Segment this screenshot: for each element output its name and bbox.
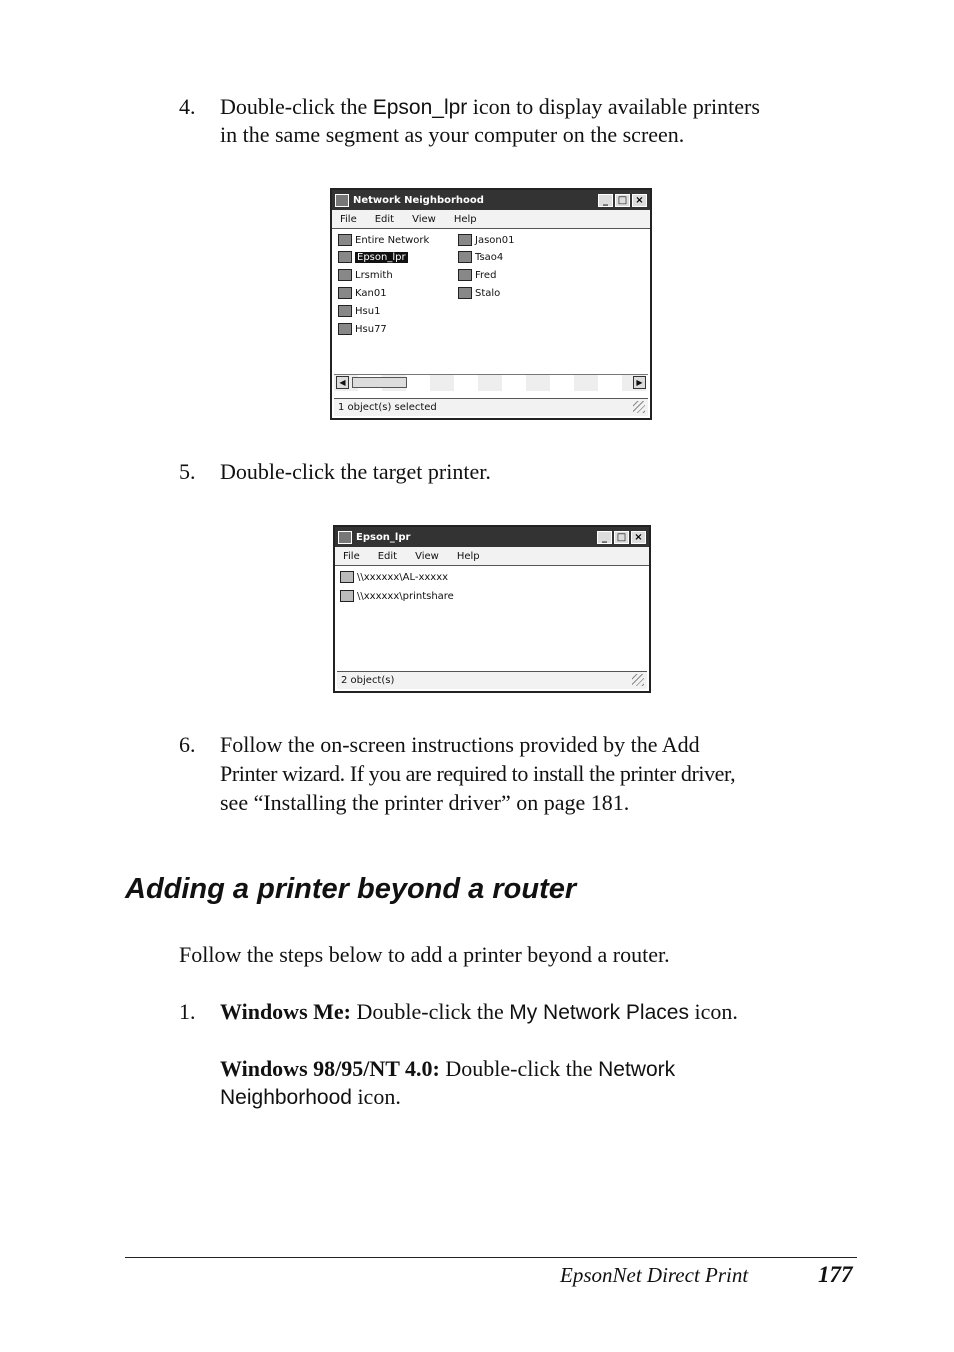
step-6-line2: Printer wizard. If you are required to install the printer driver, xyxy=(220,761,736,786)
list-item[interactable] xyxy=(458,285,500,301)
menu-help[interactable]: Help xyxy=(453,213,477,225)
network-neighborhood-window xyxy=(330,188,652,420)
menu-view[interactable]: View xyxy=(412,213,436,225)
list-item[interactable] xyxy=(458,267,496,283)
computer-icon xyxy=(458,234,472,246)
intro-text: Follow the steps below to add a printer beyond a router. xyxy=(179,942,670,967)
computer-icon xyxy=(338,323,352,335)
step-6-line3: see “Installing the printer driver” on page 181. xyxy=(220,790,630,815)
step-4-text-line2: in the same segment as your computer on the screen. xyxy=(220,122,685,147)
minimize-button[interactable]: _ xyxy=(598,194,613,207)
window-content xyxy=(332,229,650,379)
item-label: Stalo xyxy=(475,287,501,299)
scroll-right-icon[interactable]: ▶ xyxy=(633,376,646,389)
step-1-windows-me xyxy=(220,997,738,1027)
window-title: Network Neighborhood xyxy=(353,194,484,206)
horizontal-scrollbar[interactable] xyxy=(334,374,648,391)
printer-item[interactable] xyxy=(340,569,448,585)
maximize-button[interactable]: □ xyxy=(615,194,630,207)
menu-edit[interactable]: Edit xyxy=(377,550,398,562)
step-4-text-a: Double-click the xyxy=(220,94,373,119)
ui-name-my-network-places: My Network Places xyxy=(509,1001,689,1024)
computer-icon xyxy=(458,251,472,263)
list-item-selected[interactable] xyxy=(338,249,408,265)
list-item[interactable] xyxy=(338,285,387,301)
ui-name-network: Network xyxy=(598,1058,676,1081)
minimize-button[interactable]: _ xyxy=(597,531,612,544)
item-label: Tsao4 xyxy=(475,251,504,263)
epson-lpr-window xyxy=(333,525,651,693)
step-1-windows-98-line2 xyxy=(220,1082,401,1112)
status-bar xyxy=(337,671,647,689)
list-item[interactable] xyxy=(338,321,387,337)
item-label: \\xxxxxx\printshare xyxy=(357,590,454,602)
item-label: \\xxxxxx\AL-xxxxx xyxy=(357,571,449,583)
resize-grip-icon[interactable] xyxy=(633,401,645,413)
ui-name-neighborhood: Neighborhood xyxy=(220,1086,352,1109)
step-4-text-b: icon to display available printers xyxy=(467,94,760,119)
item-label: Jason01 xyxy=(475,234,515,246)
network-icon xyxy=(335,194,349,207)
computer-icon xyxy=(458,287,472,299)
item-label: Kan01 xyxy=(355,287,387,299)
list-item[interactable] xyxy=(458,232,514,248)
step-number: 1. xyxy=(179,999,196,1024)
computer-icon xyxy=(338,305,352,317)
status-text: 2 object(s) xyxy=(341,675,395,686)
printer-icon xyxy=(340,571,354,583)
menu-file[interactable]: File xyxy=(340,213,357,225)
menu-view[interactable]: View xyxy=(415,550,439,562)
step-number: 5. xyxy=(179,459,196,484)
status-bar xyxy=(334,398,648,416)
os-label: Windows Me: xyxy=(220,999,351,1024)
step-5-text: Double-click the target printer. xyxy=(220,459,491,484)
step-6-line1: Follow the on-screen instructions provided by the Add xyxy=(220,732,700,757)
status-text: 1 object(s) selected xyxy=(338,402,437,413)
step-text: Double-click the xyxy=(439,1056,599,1081)
menu-file[interactable]: File xyxy=(343,550,360,562)
network-icon xyxy=(338,234,352,246)
printer-item[interactable] xyxy=(340,588,454,604)
ui-name-epson-lpr: Epson_lpr xyxy=(372,96,468,119)
computer-icon xyxy=(338,251,352,263)
menu-bar xyxy=(335,547,649,566)
list-item[interactable] xyxy=(338,232,429,248)
printer-icon xyxy=(340,590,354,602)
step-4-text xyxy=(220,92,760,122)
list-item[interactable] xyxy=(458,249,503,265)
window-titlebar[interactable] xyxy=(335,527,649,547)
menu-bar xyxy=(332,210,650,229)
close-button[interactable]: × xyxy=(632,194,647,207)
item-label: Hsu1 xyxy=(355,305,381,317)
menu-help[interactable]: Help xyxy=(456,550,480,562)
step-text: Double-click the xyxy=(351,999,510,1024)
item-label: Lrsmith xyxy=(355,269,393,281)
section-heading: Adding a printer beyond a router xyxy=(125,873,577,905)
page-number: 177 xyxy=(818,1262,853,1287)
footer-rule xyxy=(125,1257,857,1258)
maximize-button[interactable]: □ xyxy=(614,531,629,544)
footer-title: EpsonNet Direct Print xyxy=(560,1263,749,1287)
step-number: 4. xyxy=(179,94,196,119)
computer-icon xyxy=(338,287,352,299)
computer-icon xyxy=(338,269,352,281)
item-label: Entire Network xyxy=(355,234,430,246)
step-number: 6. xyxy=(179,732,196,757)
resize-grip-icon[interactable] xyxy=(632,674,644,686)
item-label: Epson_lpr xyxy=(357,251,406,263)
computer-icon xyxy=(458,269,472,281)
list-item[interactable] xyxy=(338,267,393,283)
computer-icon xyxy=(338,531,352,544)
step-text: icon. xyxy=(688,999,738,1024)
menu-edit[interactable]: Edit xyxy=(374,213,395,225)
window-title: Epson_lpr xyxy=(356,531,411,543)
item-label: Hsu77 xyxy=(355,323,387,335)
os-label: Windows 98/95/NT 4.0: xyxy=(220,1056,440,1081)
list-item[interactable] xyxy=(338,303,380,319)
close-button[interactable]: × xyxy=(631,531,646,544)
item-label: Fred xyxy=(475,269,497,281)
scroll-thumb[interactable] xyxy=(352,377,407,388)
step-1-windows-98 xyxy=(220,1054,675,1084)
scroll-left-icon[interactable]: ◀ xyxy=(336,376,349,389)
step-text: icon. xyxy=(351,1084,401,1109)
window-titlebar[interactable] xyxy=(332,190,650,210)
window-content xyxy=(335,566,649,666)
